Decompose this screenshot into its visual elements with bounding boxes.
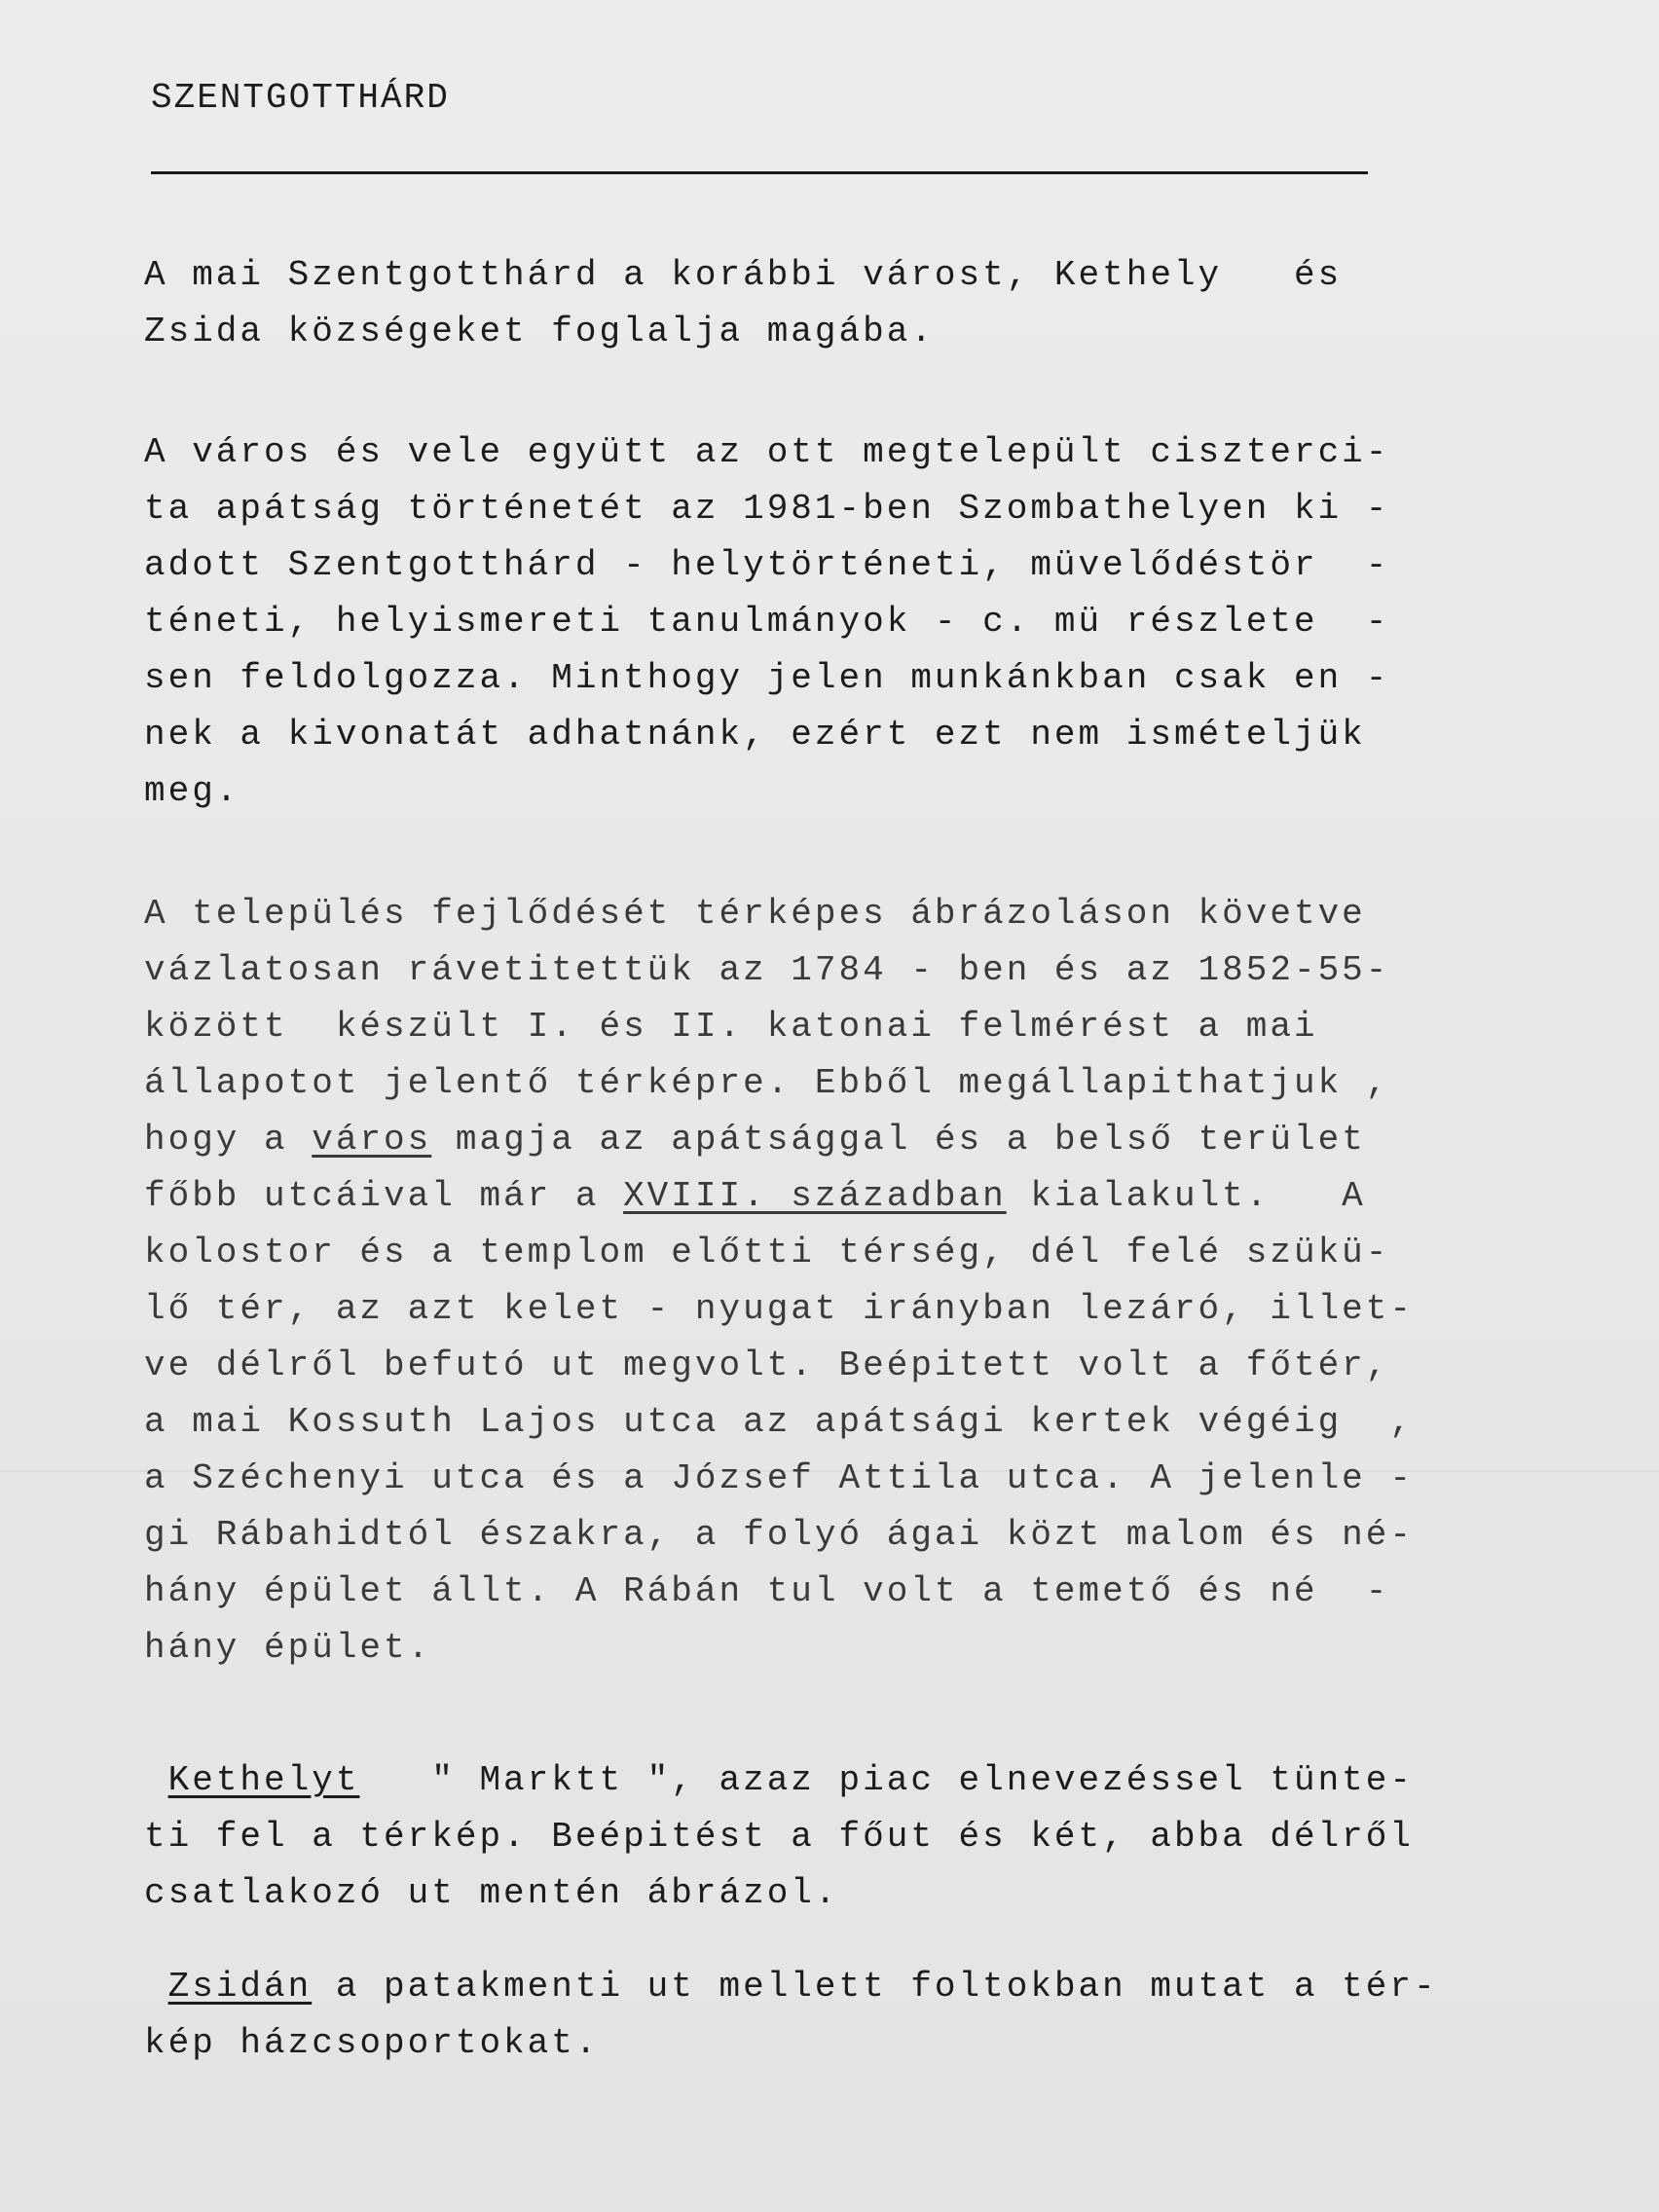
underlined-term-kethely: Kethelyt	[167, 1760, 360, 1800]
text-line: ve délről befutó ut megvolt. Beépitett volt a főtér,	[144, 1346, 1390, 1385]
text-line: ti fel a térkép. Beépitést a főut és két, abba délről	[144, 1817, 1414, 1857]
text-line: között készült I. és II. katonai felmérést a mai	[144, 1007, 1318, 1047]
text-line: kolostor és a templom előtti térség, dél felé szükü-	[144, 1233, 1390, 1272]
text-line: sen feldolgozza. Minthogy jelen munkánkban csak en -	[144, 658, 1390, 698]
text-line: ta apátság történetét az 1981-ben Szombathelyen ki -	[144, 489, 1390, 529]
paragraph-zsida	[144, 1959, 1438, 2072]
text-segment: magja az apátsággal és a belső terület	[431, 1120, 1366, 1160]
text-segment	[144, 1967, 168, 2007]
text-line: nek a kivonatát adhatnánk, ezért ezt nem ismételjük	[144, 715, 1366, 755]
text-line: téneti, helyismereti tanulmányok - c. mü részlete -	[144, 602, 1390, 642]
document-heading: SZENTGOTTHÁRD	[151, 78, 450, 118]
text-line: A város és vele együtt az ott megtelepült ciszterci-	[144, 432, 1390, 472]
text-line: lő tér, az azt kelet - nyugat irányban lezáró, illet-	[144, 1289, 1414, 1329]
text-line: a mai Kossuth Lajos utca az apátsági kertek végéig ,	[144, 1402, 1414, 1442]
text-segment: főbb utcáival már a	[144, 1176, 624, 1216]
text-line: A mai Szentgotthárd a korábbi várost, Kethely és	[144, 255, 1343, 295]
paragraph-development	[144, 886, 1429, 1677]
text-line	[144, 1752, 1429, 1809]
underlined-term-varos: város	[312, 1120, 432, 1160]
page-fold-line	[0, 1470, 1659, 1472]
text-line: a Széchenyi utca és a József Attila utca. A jelenle -	[144, 1458, 1414, 1498]
paragraph-kethely	[144, 1752, 1429, 1922]
text-line: meg.	[144, 771, 240, 811]
text-line: csatlakozó ut mentén ábrázol.	[144, 1873, 839, 1913]
paragraph-intro	[144, 247, 1429, 360]
text-segment: hogy a	[144, 1120, 313, 1160]
text-line: gi Rábahidtól északra, a folyó ágai közt malom és né-	[144, 1515, 1414, 1555]
text-line	[144, 1959, 1438, 2015]
underlined-term-zsida: Zsidán	[167, 1967, 313, 2007]
text-line: hány épület állt. A Rábán tul volt a temető és né -	[144, 1571, 1390, 1611]
text-line: adott Szentgotthárd - helytörténeti, müvelődéstör -	[144, 545, 1390, 585]
text-line	[144, 1112, 1429, 1168]
text-segment	[144, 1760, 168, 1800]
text-line: állapotot jelentő térképre. Ebből megállapithatjuk ,	[144, 1063, 1390, 1103]
text-segment: a patakmenti ut mellett foltokban mutat a tér-	[312, 1967, 1438, 2007]
text-line: hány épület.	[144, 1628, 432, 1668]
text-line: kép házcsoportokat.	[144, 2023, 600, 2063]
text-segment: kialakult. A	[1006, 1176, 1366, 1216]
text-line: A település fejlődését térképes ábrázoláson követve	[144, 894, 1366, 934]
text-line: vázlatosan rávetitettük az 1784 - ben és az 1852-55-	[144, 950, 1390, 990]
paragraph-history	[144, 424, 1429, 820]
heading-divider	[151, 171, 1368, 174]
text-segment: " Marktt ", azaz piac elnevezéssel tünte-	[359, 1760, 1414, 1800]
underlined-term-century: XVIII. században	[623, 1176, 1007, 1216]
text-line: Zsida községeket foglalja magába.	[144, 312, 935, 351]
text-line	[144, 1168, 1429, 1225]
